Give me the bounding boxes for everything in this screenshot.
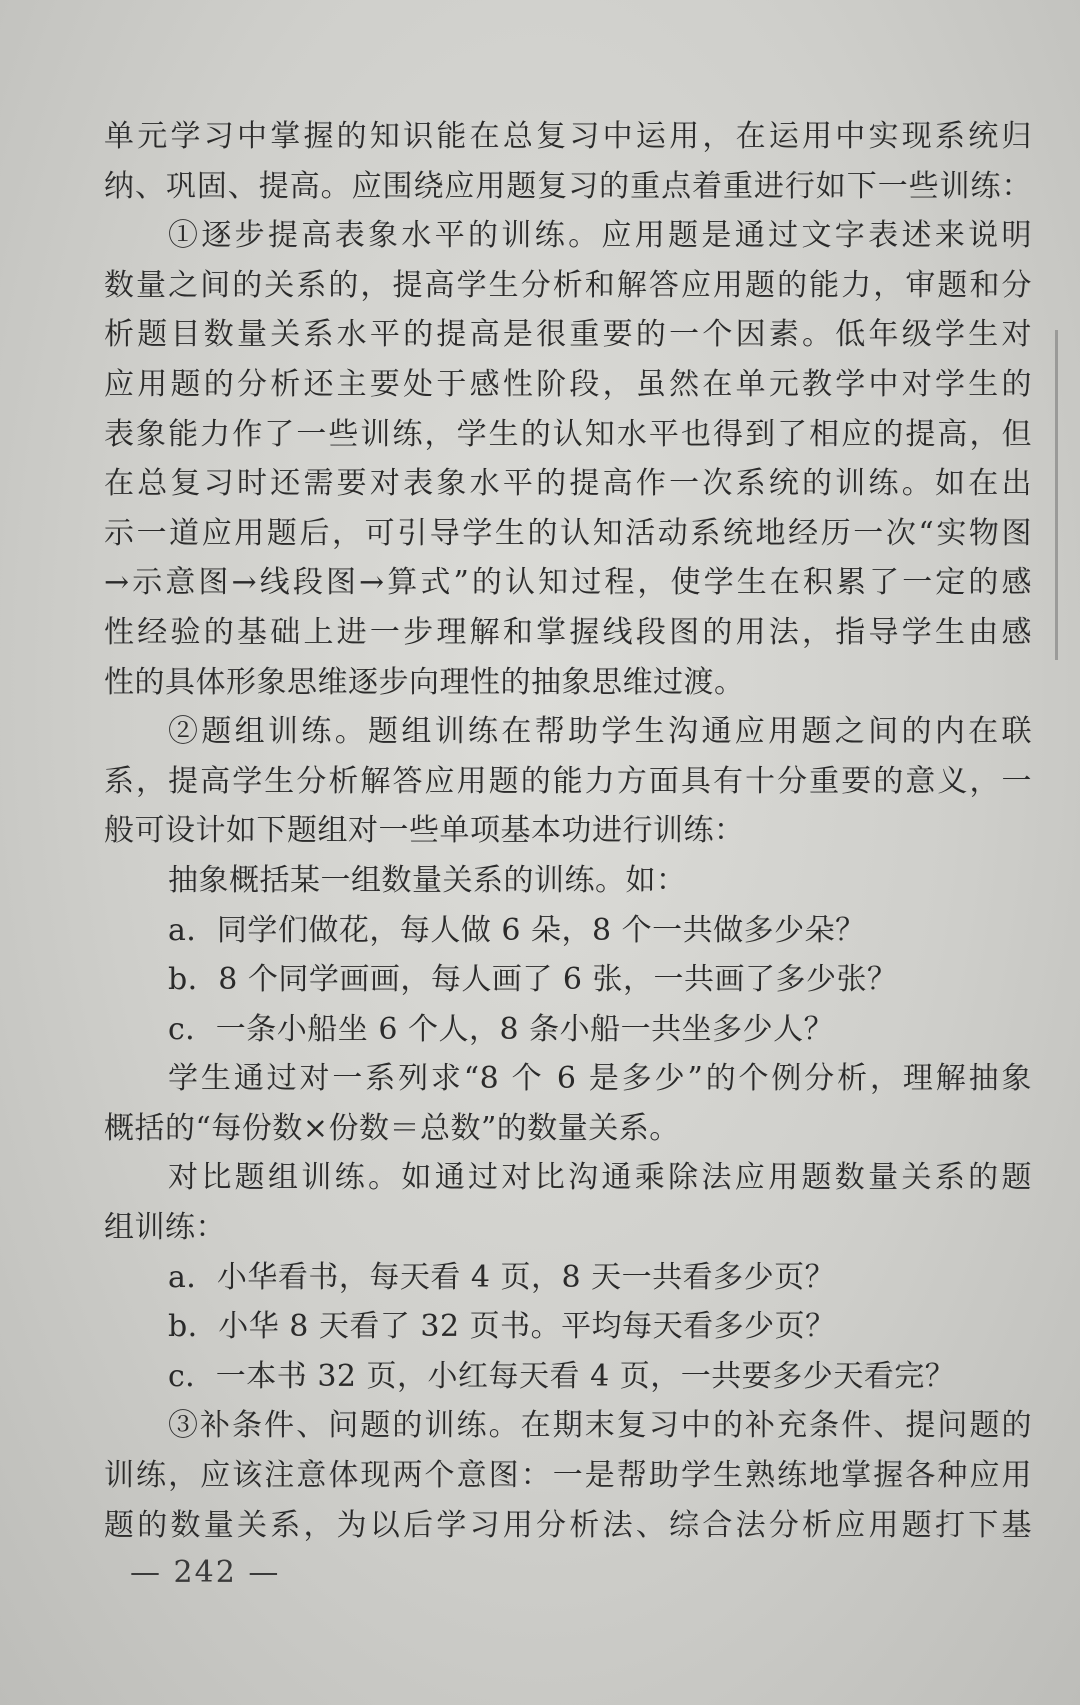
exercise-item: c．一条小船坐 6 个人，8 条小船一共坐多少人？ [168, 1011, 835, 1047]
text-line: →示意图→线段图→算式”的认知过程，使学生在积累了一定的感 [104, 565, 1032, 601]
text-line: 单元学习中掌握的知识能在总复习中运用，在运用中实现系统归 [104, 119, 1032, 154]
text-line: 数量之间的关系的，提高学生分析和解答应用题的能力，审题和分 [104, 267, 1032, 303]
page-number: — 242 — [130, 1555, 281, 1590]
text-line: 抽象概括某一组数量关系的训练。如： [168, 862, 687, 898]
text-line: 训练，应该注意体现两个意图：一是帮助学生熟练地掌握各种应用 [104, 1458, 1032, 1494]
text-line: 组训练： [104, 1210, 226, 1246]
text-line: 应用题的分析还主要处于感性阶段，虽然在单元教学中对学生的 [104, 366, 1032, 402]
text-line: ②题组训练。题组训练在帮助学生沟通应用题之间的内在联 [168, 714, 1032, 750]
exercise-item: a．小华看书，每天看 4 页，8 天一共看多少页？ [168, 1259, 836, 1295]
text-line: 对比题组训练。如通过对比沟通乘除法应用题数量关系的题 [168, 1160, 1032, 1196]
page-edge-mark [1055, 330, 1058, 660]
body-text [104, 112, 1032, 1550]
text-line: 学生通过对一系列求“8 个 6 是多少”的个例分析，理解抽象 [168, 1061, 1032, 1097]
text-line: 表象能力作了一些训练，学生的认知水平也得到了相应的提高，但 [104, 416, 1032, 452]
exercise-item: b．小华 8 天看了 32 页书。平均每天看多少页？ [168, 1309, 836, 1345]
exercise-item: c．一本书 32 页，小红每天看 4 页，一共要多少天看完？ [168, 1358, 956, 1394]
text-line: ③补条件、问题的训练。在期末复习中的补充条件、提问题的 [168, 1408, 1032, 1444]
text-line: 般可设计如下题组对一些单项基本功进行训练： [104, 813, 745, 849]
text-line: 示一道应用题后，可引导学生的认知活动系统地经历一次“实物图 [104, 515, 1032, 551]
text-line: 性经验的基础上进一步理解和掌握线段图的用法，指导学生由感 [104, 614, 1032, 650]
text-line: 题的数量关系，为以后学习用分析法、综合法分析应用题打下基 [104, 1507, 1032, 1543]
text-line: 性的具体形象思维逐步向理性的抽象思维过渡。 [104, 664, 745, 700]
text-line: 析题目数量关系水平的提高是很重要的一个因素。低年级学生对 [104, 317, 1032, 353]
text-line: 系，提高学生分析解答应用题的能力方面具有十分重要的意义，一 [104, 763, 1032, 799]
text-line: ①逐步提高表象水平的训练。应用题是通过文字表述来说明 [168, 218, 1032, 254]
exercise-item: b．8 个同学画画，每人画了 6 张，一共画了多少张？ [168, 962, 898, 998]
text-line: 纳、巩固、提高。应围绕应用题复习的重点着重进行如下一些训练： [104, 168, 1032, 204]
text-line: 在总复习时还需要对表象水平的提高作一次系统的训练。如在出 [104, 466, 1032, 502]
text-line: 概括的“每份数×份数＝总数”的数量关系。 [104, 1110, 680, 1146]
exercise-item: a．同学们做花，每人做 6 朵，8 个一共做多少朵？ [168, 912, 866, 948]
